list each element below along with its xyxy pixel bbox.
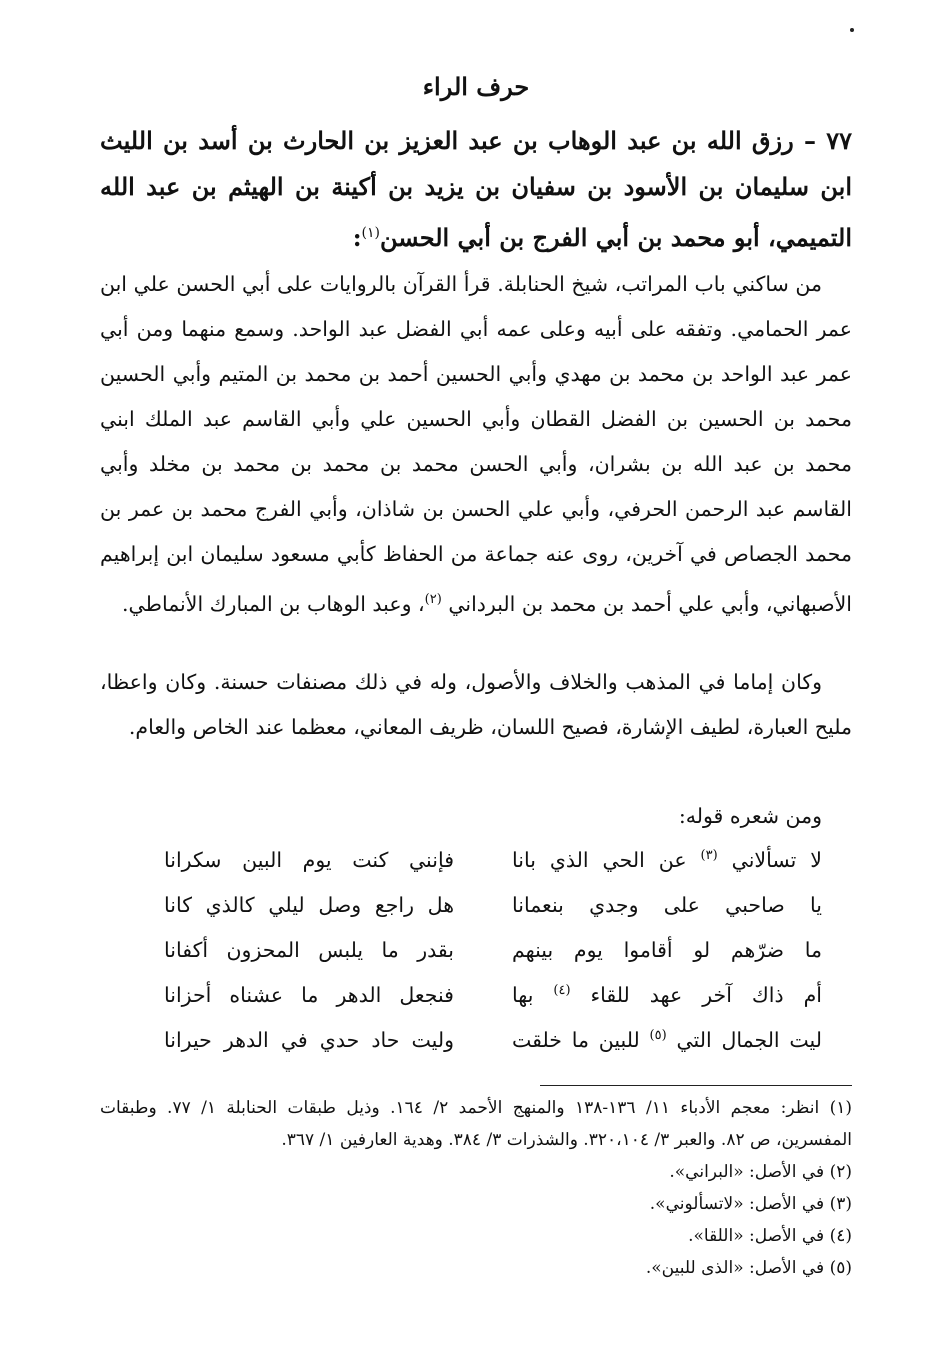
footnote-1: (١) انظر: معجم الأدباء ١١/ ١٣٦-١٣٨ والمنهج الأحمد ٢/ ١٦٤. وذيل طبقات الحنابلة ١/ ٧٧. وطبقات المفسرين، ص ٨٢. والعبر ٣/ ٣٢٠،١٠٤. والشذرات ٣/ ٣٨٤. وهدية العارفين ١/ ٣٦٧.: [100, 1098, 852, 1150]
footnote-3: (٣) في الأصل: «لاتسألوني».: [649, 1194, 852, 1214]
footnotes: [100, 1092, 852, 1284]
verse-line: [100, 938, 852, 983]
footnote-ref-3: (٣): [700, 848, 718, 864]
entry-number: ٧٧: [826, 126, 852, 155]
footnote-ref-1: (١): [361, 225, 381, 241]
description-paragraph: وكان إماما في المذهب والخلاف والأصول، وله في ذلك مصنفات حسنة. وكان واعظا، مليح العبارة، لطيف الإشارة، فصيح اللسان، ظريف المعاني، معظما عند الخاص والعام.: [100, 670, 852, 739]
first-hemistich: يا صاحبي على وجدي بنعمانا: [512, 893, 822, 917]
verse-line: [100, 893, 852, 938]
footnote-4: (٤) في الأصل: «اللقا».: [688, 1226, 852, 1246]
chapter-title: حرف الراء: [422, 72, 530, 101]
entry-heading: ٧٧ – رزق الله بن عبد الوهاب بن عبد العزيز بن الحارث بن أسد بن الليث ابن سليمان بن الأسود بن سفيان بن يزيد بن أكينة بن الهيثم بن عبد الله التميمي، أبو محمد بن أبي الفرج بن أبي الحسن$^{(١)}$:: [100, 126, 852, 252]
footnote-2: (٢) في الأصل: «البراني».: [669, 1162, 852, 1182]
entry-name: رزق الله بن عبد الوهاب بن عبد العزيز بن الحارث بن أسد بن الليث ابن سليمان بن الأسود بن سفيان بن يزيد بن أكينة بن الهيثم بن عبد الله التميمي، أبو محمد بن أبي الفرج بن أبي الحسن: [100, 126, 852, 252]
second-hemistich: فإنني كنت يوم البين سكرانا: [164, 848, 454, 872]
verse-line: [100, 848, 852, 893]
book-page: [100, 0, 852, 1368]
verse-intro: ومن شعره قوله:: [678, 804, 822, 828]
footnote-ref-5: (٥): [649, 1028, 667, 1044]
verse-line: [100, 983, 852, 1028]
footnote-ref-2: (٢): [424, 592, 442, 607]
second-hemistich: هل راجع وصل ليلي كالذي كانا: [164, 893, 454, 917]
first-hemistich: أم ذاك آخر عهد للقاء $^{(٤)}$ بها: [512, 983, 822, 1007]
footnote-divider: [540, 1085, 852, 1086]
second-hemistich: وليت حاد حدي في الدهر حيرانا: [164, 1028, 454, 1052]
verse-line: [100, 1028, 852, 1073]
first-hemistich: لا تسألاني $^{(٣)}$ عن الحي الذي بانا: [512, 848, 822, 872]
footnote-ref-4: (٤): [553, 983, 571, 999]
second-hemistich: فنجعل الدهر ما عشناه أحزانا: [164, 983, 454, 1007]
poem: [100, 848, 852, 1073]
first-hemistich: ليت الجمال التي $^{(٥)}$ للبين ما خلقت: [512, 1028, 822, 1052]
biography-paragraph: [100, 262, 852, 627]
first-hemistich: ما ضرّهم لو أقاموا يوم بينهم: [512, 938, 822, 962]
second-hemistich: بقدر ما يلبس المحزون أكفانا: [164, 938, 454, 962]
footnote-5: (٥) في الأصل: «الذى للبين».: [645, 1258, 852, 1278]
biography-text: من ساكني باب المراتب، شيخ الحنابلة. قرأ القرآن بالروايات على أبي الحسن علي ابن عمر الحمامي. وتفقه على أبيه وعلى عمه أبي الفضل عبد الواحد. وسمع منهما ومن أبي عمر عبد الواحد بن محمد بن مهدي وأبي الحسين أحمد بن محمد بن المتيم وأبي الحسين محمد بن الحسين بن الفضل القطان وأبي الحسين علي وأبي القاسم عبد الملك ابني محمد بن عبد الله بن بشران، وأبي الحسن محمد بن محمد بن محمد بن مخلد وأبي القاسم عبد الرحمن الحرفي، وأبي علي الحسن بن شاذان، وأبي الفرج محمد بن عمر بن محمد الجصاص في آخرين، روى عنه جماعة من الحفاظ كأبي مسعود سليمان ابن إبراهيم الأصبهاني، وأبي علي أحمد بن محمد بن البرداني: [100, 272, 852, 616]
biography-text-end: ، وعبد الوهاب بن المبارك الأنماطي.: [122, 591, 425, 616]
